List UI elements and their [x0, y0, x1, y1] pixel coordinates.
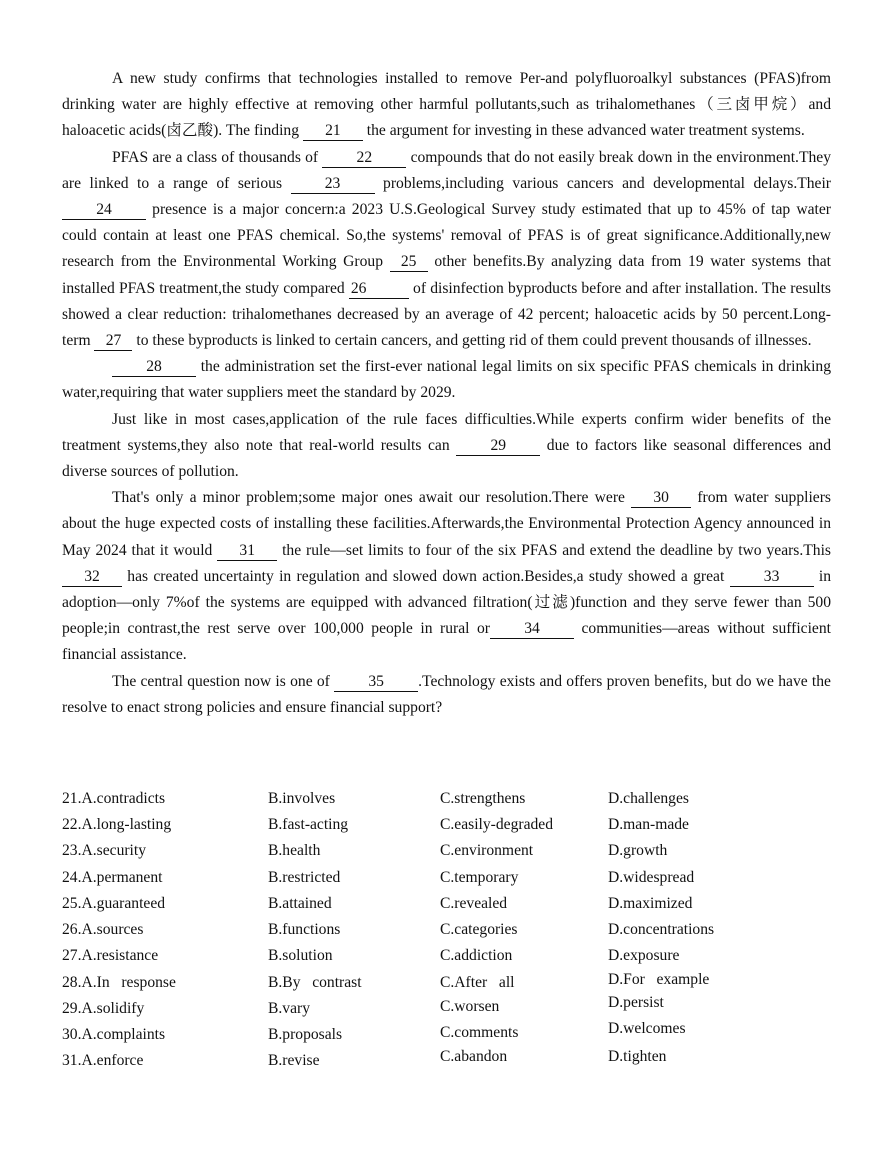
- option-27-c[interactable]: C.addiction: [440, 947, 513, 964]
- option-30-d[interactable]: D.welcomes: [608, 1020, 686, 1037]
- text: PFAS are a class of thousands of: [112, 148, 323, 166]
- text: compounds that do not easily break down in the environment.They are linked to a range of serious: [62, 148, 831, 192]
- option-24-c[interactable]: C.temporary: [440, 869, 519, 886]
- option-row-31: [62, 1050, 832, 1072]
- option-row-29: [62, 994, 832, 1020]
- option-26-b[interactable]: B.functions: [268, 921, 341, 938]
- blank-30[interactable]: 30: [631, 489, 691, 508]
- text: communities—areas without sufficient financial assistance.: [62, 620, 831, 664]
- option-29-a[interactable]: 29.A.solidify: [62, 1000, 145, 1017]
- blank-35[interactable]: 35: [334, 673, 418, 692]
- option-31-c[interactable]: C.abandon: [440, 1048, 508, 1065]
- option-21-c[interactable]: C.strengthens: [440, 790, 526, 807]
- option-28-d[interactable]: D.For example: [608, 971, 710, 988]
- option-30-a[interactable]: 30.A.complaints: [62, 1026, 166, 1043]
- blank-32[interactable]: 32: [62, 568, 122, 587]
- text: in adoption—only 7%of the systems are equipped with advanced filtration(过滤)function and they serve fewer than 500 people;in contrast,the rest serve over 100,000 people in rural or: [62, 567, 831, 638]
- option-row-21: [62, 788, 832, 810]
- text: The central question now is one of: [112, 672, 335, 690]
- text: of disinfection byproducts before and after installation. The results showed a clear reduction: trihalomethanes decreased by an average of 42 percent; haloacetic acids by 50 percent.Long-term: [62, 279, 832, 350]
- option-24-a[interactable]: 24.A.permanent: [62, 869, 163, 886]
- option-24-b[interactable]: B.restricted: [268, 869, 341, 886]
- text: A new study confirms that technologies installed to remove Per-and polyfluoroalkyl substances (PFAS)from drinking water are highly effective at removing other harmful pollutants,such as trihalomethanes（三卤甲烷）and haloacetic acids(卤乙酸). The finding: [62, 70, 831, 140]
- blank-27[interactable]: 27: [94, 332, 132, 351]
- text: due to factors like seasonal differences and diverse sources of pollution.: [62, 436, 832, 481]
- option-23-d[interactable]: D.growth: [608, 842, 668, 859]
- text: other benefits.By analyzing data from 19 water systems that installed PFAS treatment,the study compared: [62, 253, 831, 297]
- blank-25[interactable]: 25: [390, 253, 428, 272]
- option-row-30: [62, 1020, 832, 1046]
- option-28-b[interactable]: B.By contrast: [268, 974, 362, 991]
- option-24-d[interactable]: D.widespread: [608, 869, 695, 886]
- option-31-d[interactable]: D.tighten: [608, 1048, 667, 1065]
- option-27-d[interactable]: D.exposure: [608, 947, 680, 964]
- option-row-26: [62, 919, 832, 941]
- option-27-b[interactable]: B.solution: [268, 947, 333, 964]
- blank-34[interactable]: 34: [490, 620, 574, 639]
- option-row-23: [62, 840, 832, 862]
- blank-23[interactable]: 23: [291, 175, 375, 194]
- option-31-a[interactable]: 31.A.enforce: [62, 1052, 144, 1069]
- paragraph-1: [62, 66, 831, 145]
- paragraph-6: [62, 669, 831, 721]
- text: presence is a major concern:a 2023 U.S.Geological Survey study estimated that up to 45% of tap water could contain at least one PFAS chemical. So,the systems' removal of PFAS is of great significance.Additionally,new research from the Environmental Working Group: [62, 201, 831, 271]
- option-28-a[interactable]: 28.A.In response: [62, 974, 176, 991]
- option-30-b[interactable]: B.proposals: [268, 1026, 343, 1043]
- option-23-c[interactable]: C.environment: [440, 842, 534, 859]
- blank-21[interactable]: 21: [303, 122, 363, 141]
- text: the rule—set limits to four of the six PFAS and extend the deadline by two years.This: [277, 541, 831, 559]
- text: .Technology exists and offers proven benefits, but do we have the resolve to enact strong policies and ensure financial support?: [62, 672, 831, 716]
- paragraph-3: [62, 354, 831, 406]
- blank-29[interactable]: 29: [456, 437, 540, 456]
- option-22-a[interactable]: 22.A.long-lasting: [62, 816, 172, 833]
- option-27-a[interactable]: 27.A.resistance: [62, 947, 159, 964]
- option-30-c[interactable]: C.comments: [440, 1024, 519, 1041]
- option-25-c[interactable]: C.revealed: [440, 895, 508, 912]
- option-31-b[interactable]: B.revise: [268, 1052, 320, 1069]
- blank-26[interactable]: 26: [349, 280, 409, 299]
- option-28-c[interactable]: C.After all: [440, 974, 515, 991]
- option-row-28: [62, 972, 832, 994]
- option-row-25: [62, 893, 832, 915]
- option-22-b[interactable]: B.fast-acting: [268, 816, 349, 833]
- option-25-d[interactable]: D.maximized: [608, 895, 693, 912]
- blank-31[interactable]: 31: [217, 542, 277, 561]
- option-25-b[interactable]: B.attained: [268, 895, 332, 912]
- blank-24[interactable]: 24: [62, 201, 146, 220]
- blank-22[interactable]: 22: [322, 149, 406, 168]
- text: Just like in most cases,application of the rule faces difficulties.While experts confirm wider benefits of the treatment systems,they also note that real-world results can: [62, 410, 831, 454]
- paragraph-5: [62, 485, 831, 668]
- text: That's only a minor problem;some major ones await our resolution.There were: [112, 489, 632, 507]
- option-21-b[interactable]: B.involves: [268, 790, 336, 807]
- option-row-27: [62, 945, 832, 967]
- text: to these byproducts is linked to certain cancers, and getting rid of them could prevent thousands of illnesses.: [132, 332, 812, 350]
- option-22-c[interactable]: C.easily-degraded: [440, 816, 554, 833]
- option-row-24: [62, 867, 832, 889]
- paragraph-2: [62, 145, 831, 355]
- option-29-b[interactable]: B.vary: [268, 1000, 311, 1017]
- text: from water suppliers about the huge expected costs of installing these facilities.Afterwards,the Environmental Protection Agency announced in May 2024 that it would: [62, 489, 831, 559]
- option-26-d[interactable]: D.concentrations: [608, 921, 715, 938]
- option-23-a[interactable]: 23.A.security: [62, 842, 147, 859]
- paragraph-4: [62, 407, 831, 486]
- option-29-c[interactable]: C.worsen: [440, 998, 500, 1015]
- option-row-22: [62, 814, 832, 836]
- option-26-c[interactable]: C.categories: [440, 921, 518, 938]
- text: problems,including various cancers and developmental delays.Their: [374, 174, 831, 192]
- option-29-d[interactable]: D.persist: [608, 994, 664, 1011]
- option-25-a[interactable]: 25.A.guaranteed: [62, 895, 166, 912]
- blank-28[interactable]: 28: [112, 358, 196, 377]
- blank-33[interactable]: 33: [730, 568, 814, 587]
- text: the administration set the first-ever national legal limits on six specific PFAS chemicals in drinking water,requiring that water suppliers meet the standard by 2029.: [62, 358, 831, 402]
- cloze-passage: [62, 66, 831, 721]
- text: has created uncertainty in regulation and slowed down action.Besides,a study showed a great: [122, 567, 730, 585]
- option-22-d[interactable]: D.man-made: [608, 816, 689, 833]
- option-21-a[interactable]: 21.A.contradicts: [62, 790, 166, 807]
- option-23-b[interactable]: B.health: [268, 842, 321, 859]
- text: the argument for investing in these advanced water treatment systems.: [362, 122, 805, 140]
- option-26-a[interactable]: 26.A.sources: [62, 921, 144, 938]
- option-21-d[interactable]: D.challenges: [608, 790, 689, 807]
